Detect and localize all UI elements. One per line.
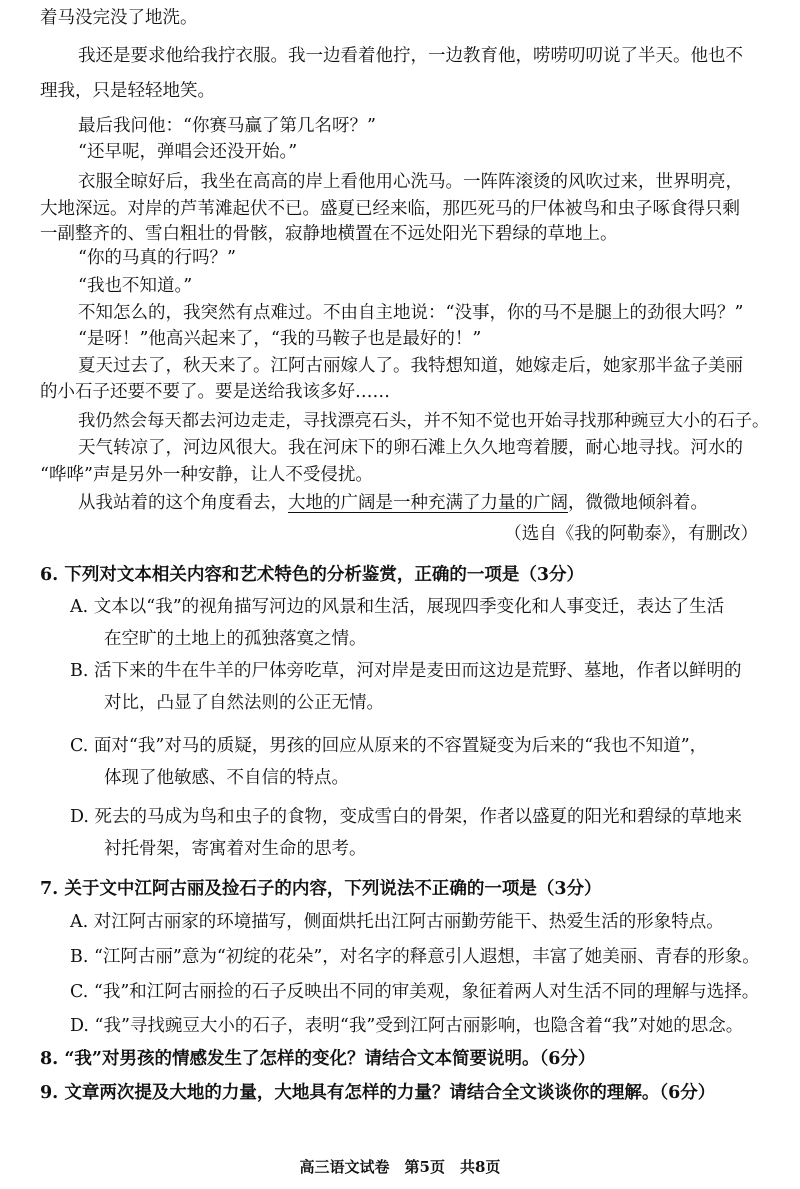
passage-line: 一副整齐的、雪白粗壮的骨骸，寂静地横置在不远处阳光下碧绿的草地上。 [40,224,618,244]
option-b: B. “江阿古丽”意为“初绽的花朵”，对名字的释意引人遐想，丰富了她美丽、青春的形象。 [70,947,760,967]
passage-line: 最后我问他：“你赛马赢了第几名呀？” [78,116,376,136]
passage-line: 大地深远。对岸的芦苇滩起伏不已。盛夏已经来临，那匹死马的尸体被鸟和虫子啄食得只剩 [40,199,740,219]
passage-line: 不知怎么的，我突然有点难过。不由自主地说：“没事，你的马不是腿上的劲很大吗？” [78,303,744,323]
underlined-sentence: 大地的广阔是一种充满了力量的广阔 [288,493,568,513]
option-a-continued: 在空旷的土地上的孤独落寞之情。 [104,629,367,649]
passage-line: “你的马真的行吗？” [78,248,236,268]
passage-text: 从我站着的这个角度看去， [78,493,288,513]
option-d: D. 死去的马成为鸟和虫子的食物，变成雪白的骨架，作者以盛夏的阳光和碧绿的草地来 [70,807,743,827]
option-b-continued: 对比，凸显了自然法则的公正无情。 [104,693,384,713]
option-c-continued: 体现了他敏感、不自信的特点。 [104,768,349,788]
passage-line: “还早呢，弹唱会还没开始。” [78,142,298,162]
passage-line: “是呀！”他高兴起来了，“我的马鞍子也是最好的！” [78,329,482,349]
passage-line: 理我，只是轻轻地笑。 [40,81,215,101]
passage-line: “哗哗”声是另外一种安静，让人不受侵扰。 [40,465,373,485]
passage-line: 我还是要求他给我拧衣服。我一边看着他拧，一边教育他，唠唠叨叨说了半天。他也不 [78,46,743,66]
question-8: 8. “我”对男孩的情感发生了怎样的变化？请结合文本简要说明。（6分） [40,1049,596,1069]
option-d-continued: 衬托骨架，寄寓着对生命的思考。 [104,839,367,859]
passage-line: “我也不知道。” [78,276,193,296]
option-b: B. 活下来的牛在牛羊的尸体旁吃草，河对岸是麦田而这边是荒野、墓地，作者以鲜明的 [70,661,742,681]
question-stem: 6. 下列对文本相关内容和艺术特色的分析鉴赏，正确的一项是（3分） [40,565,585,585]
option-a: A. 文本以“我”的视角描写河边的风景和生活，展现四季变化和人事变迁，表达了生活 [70,597,725,617]
passage-line: 着马没完没了地洗。 [40,8,198,28]
option-c: C. 面对“我”对马的质疑，男孩的回应从原来的不容置疑变为后来的“我也不知道”， [70,736,708,756]
passage-line: 的小石子还要不要了。要是送给我该多好…… [40,382,390,402]
option-d: D. “我”寻找豌豆大小的石子，表明“我”受到江阿古丽影响，也隐含着“我”对她的思念。 [70,1016,744,1036]
passage-line: 衣服全晾好后，我坐在高高的岸上看他用心洗马。一阵阵滚烫的风吹过来，世界明亮， [78,172,743,192]
passage-line: 夏天过去了，秋天来了。江阿古丽嫁人了。我特想知道，她嫁走后，她家那半盆子美丽 [78,356,743,376]
passage-line: 天气转凉了，河边风很大。我在河床下的卵石滩上久久地弯着腰，耐心地寻找。河水的 [78,438,743,458]
question-stem: 7. 关于文中江阿古丽及捡石子的内容，下列说法不正确的一项是（3分） [40,879,602,899]
page-footer: 高三语文试卷 第5页 共8页 [299,1158,501,1176]
source-citation: （选自《我的阿勒泰》，有删改） [504,524,758,544]
option-a: A. 对江阿古丽家的环境描写，侧面烘托出江阿古丽勤劳能干、热爱生活的形象特点。 [70,912,724,932]
option-c: C. “我”和江阿古丽捡的石子反映出不同的审美观，象征着两人对生活不同的理解与选择。 [70,982,760,1002]
passage-text: ，微微地倾斜着。 [568,493,708,513]
question-9: 9. 文章两次提及大地的力量，大地具有怎样的力量？请结合全文谈谈你的理解。（6分） [40,1083,716,1103]
passage-line [78,491,708,515]
passage-line: 我仍然会每天都去河边走走，寻找漂亮石头，并不知不觉也开始寻找那种豌豆大小的石子。 [78,411,770,431]
